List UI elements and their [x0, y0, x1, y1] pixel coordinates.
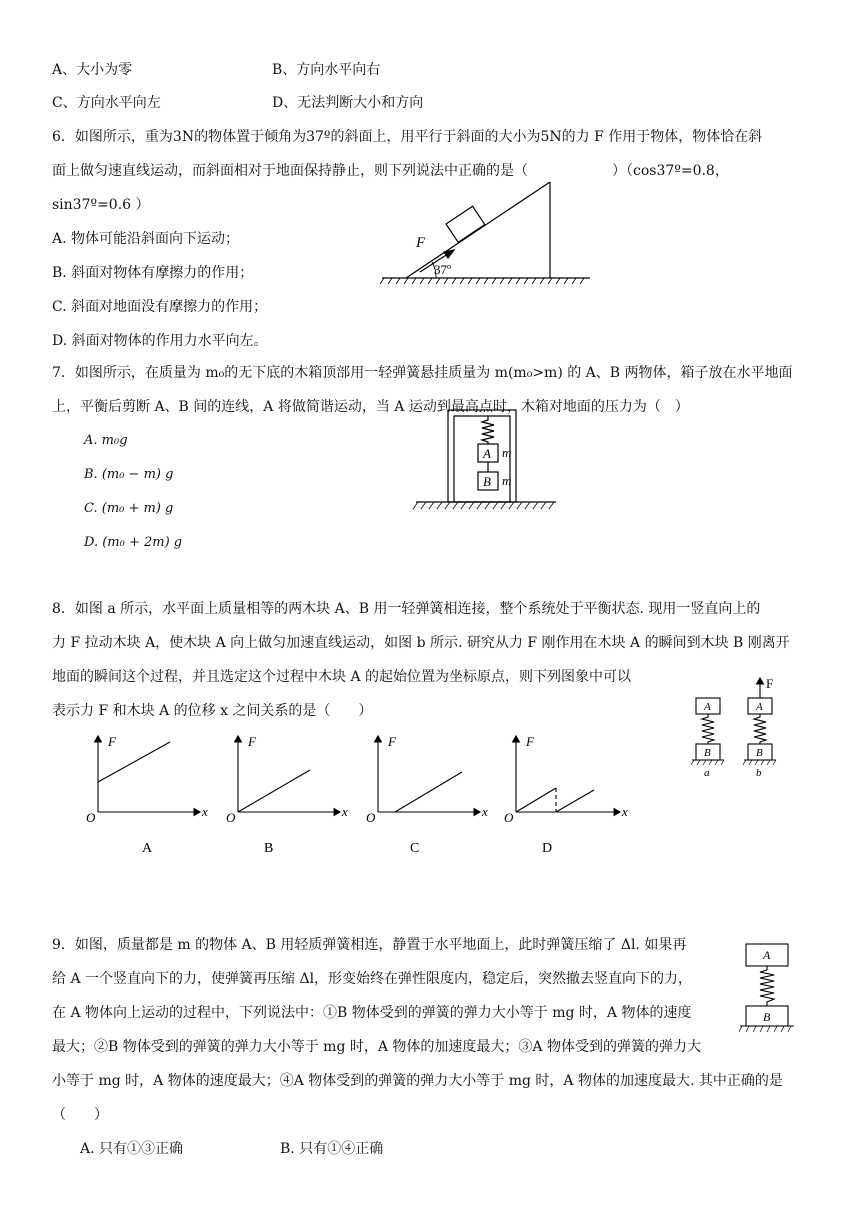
q5-option-a: A、大小为零 [52, 62, 133, 78]
q8-stem-line3: 地面的瞬间这个过程，并且选定这个过程中木块 A 的起始位置为坐标原点，则下列图象中可以 [52, 669, 632, 685]
q6-stem-line3: sin37º=0.6 ） [52, 197, 150, 213]
svg-text:O: O [504, 810, 514, 825]
q6-option-a: A. 物体可能沿斜面向下运动； [52, 231, 240, 247]
svg-text:A: A [704, 701, 711, 713]
q9-stem-line6: （ ） [52, 1107, 108, 1123]
q8-graphs [80, 730, 640, 860]
q6-stem-line1: 6．如图所示，重为3N的物体置于倾角为37º的斜面上，用平行于斜面的大小为5N的力 F 作用于物体，物体恰在斜 [52, 129, 763, 145]
q9-spring-figure [738, 942, 798, 1042]
svg-text:F: F [248, 734, 256, 749]
svg-text:x: x [202, 804, 208, 819]
q7-option-a: A. m₀g [84, 433, 128, 448]
q9-option-a: A. 只有①③正确 [80, 1141, 184, 1157]
svg-text:x: x [482, 804, 488, 819]
q5-option-c: C、方向水平向左 [52, 95, 161, 111]
q7-option-d: D. (m₀ + 2m) g [84, 535, 183, 550]
block [446, 206, 485, 242]
svg-text:B: B [763, 1010, 771, 1024]
incline-slope [406, 182, 550, 278]
force-label: F [416, 235, 426, 251]
graph-label-c: C [410, 841, 420, 856]
svg-text:b: b [756, 767, 762, 779]
svg-text:B: B [704, 747, 711, 759]
svg-text:a: a [704, 767, 710, 779]
q6-option-d: D. 斜面对物体的作用力水平向左。 [52, 333, 268, 349]
incline-figure [380, 180, 600, 290]
q9-stem-line3: 在 A 物体向上运动的过程中，下列说法中：①B 物体受到的弹簧的弹力大小等于 mg 时，A 物体的速度 [52, 1005, 692, 1021]
spring [482, 416, 494, 444]
svg-text:F: F [526, 734, 534, 749]
graph-label-a: A [142, 841, 153, 856]
q9-stem-line5: 小等于 mg 时，A 物体的速度最大；④A 物体受到的弹簧的弹力大小等于 mg 时，A 物体的加速度最大. 其中正确的是 [52, 1073, 783, 1089]
q7-option-b: B. (m₀ − m) g [84, 467, 174, 482]
box-spring-figure [410, 410, 560, 520]
svg-text:B: B [483, 474, 491, 489]
svg-text:m: m [502, 473, 512, 488]
q8-stem-line2: 力 F 拉动木块 A，使木块 A 向上做匀加速直线运动，如图 b 所示. 研究从力 F 刚作用在木块 A 的瞬间到木块 B 刚离开 [52, 635, 790, 651]
q7-stem-line2: 上，平衡后剪断 A、B 间的连线，A 将做简谐运动，当 A 运动到最高点时，木箱对地面的压力为（ ） [52, 399, 689, 415]
q9-option-b: B. 只有①④正确 [280, 1141, 384, 1157]
angle-label: 37º [434, 262, 452, 277]
svg-text:F: F [388, 734, 396, 749]
svg-text:F: F [766, 676, 774, 691]
svg-text:O: O [366, 810, 376, 825]
q9-stem-line2: 给 A 一个竖直向下的力，使弹簧再压缩 Δl，形变始终在弹性限度内，稳定后，突然撤去竖直向下的力， [52, 971, 693, 987]
q7-option-c: C. (m₀ + m) g [84, 501, 174, 516]
q8-stem-line4: 表示力 F 和木块 A 的位移 x 之间关系的是（ ） [52, 703, 373, 719]
svg-text:F: F [108, 734, 116, 749]
graph-label-b: B [264, 841, 274, 856]
svg-text:B: B [756, 747, 763, 759]
svg-text:A: A [763, 948, 771, 962]
q9-stem-line4: 最大；②B 物体受到的弹簧的弹力大小等于 mg 时，A 物体的加速度最大；③A 物体受到的弹簧的弹力大 [52, 1039, 701, 1055]
q8-spring-figures [690, 672, 800, 792]
svg-text:O: O [86, 810, 96, 825]
svg-text:A: A [756, 701, 763, 713]
svg-text:m: m [502, 445, 512, 460]
svg-text:O: O [226, 810, 236, 825]
graph-label-d: D [542, 841, 553, 856]
svg-text:x: x [342, 804, 348, 819]
q6-option-c: C. 斜面对地面没有摩擦力的作用； [52, 299, 268, 315]
q5-option-b: B、方向水平向右 [272, 62, 381, 78]
q9-stem-line1: 9．如图，质量都是 m 的物体 A、B 用轻质弹簧相连，静置于水平地面上，此时弹簧压缩了 Δl. 如果再 [52, 937, 687, 953]
q8-stem-line1: 8．如图 a 所示，水平面上质量相等的两木块 A、B 用一轻弹簧相连接，整个系统处于平衡状态. 现用一竖直向上的 [52, 601, 761, 617]
svg-text:A: A [483, 446, 491, 461]
q5-option-d: D、无法判断大小和方向 [272, 95, 424, 111]
q7-stem-line1: 7．如图所示，在质量为 m₀的无下底的木箱顶部用一轻弹簧悬挂质量为 m(m₀>m) 的 A、B 两物体，箱子放在水平地面 [52, 365, 793, 381]
q6-option-b: B. 斜面对物体有摩擦力的作用； [52, 265, 254, 281]
q6-stem-line2: 面上做匀速直线运动，而斜面相对于地面保持静止，则下列说法中正确的是（ ）（cos37º=0.8， [52, 163, 729, 179]
svg-text:x: x [622, 804, 628, 819]
